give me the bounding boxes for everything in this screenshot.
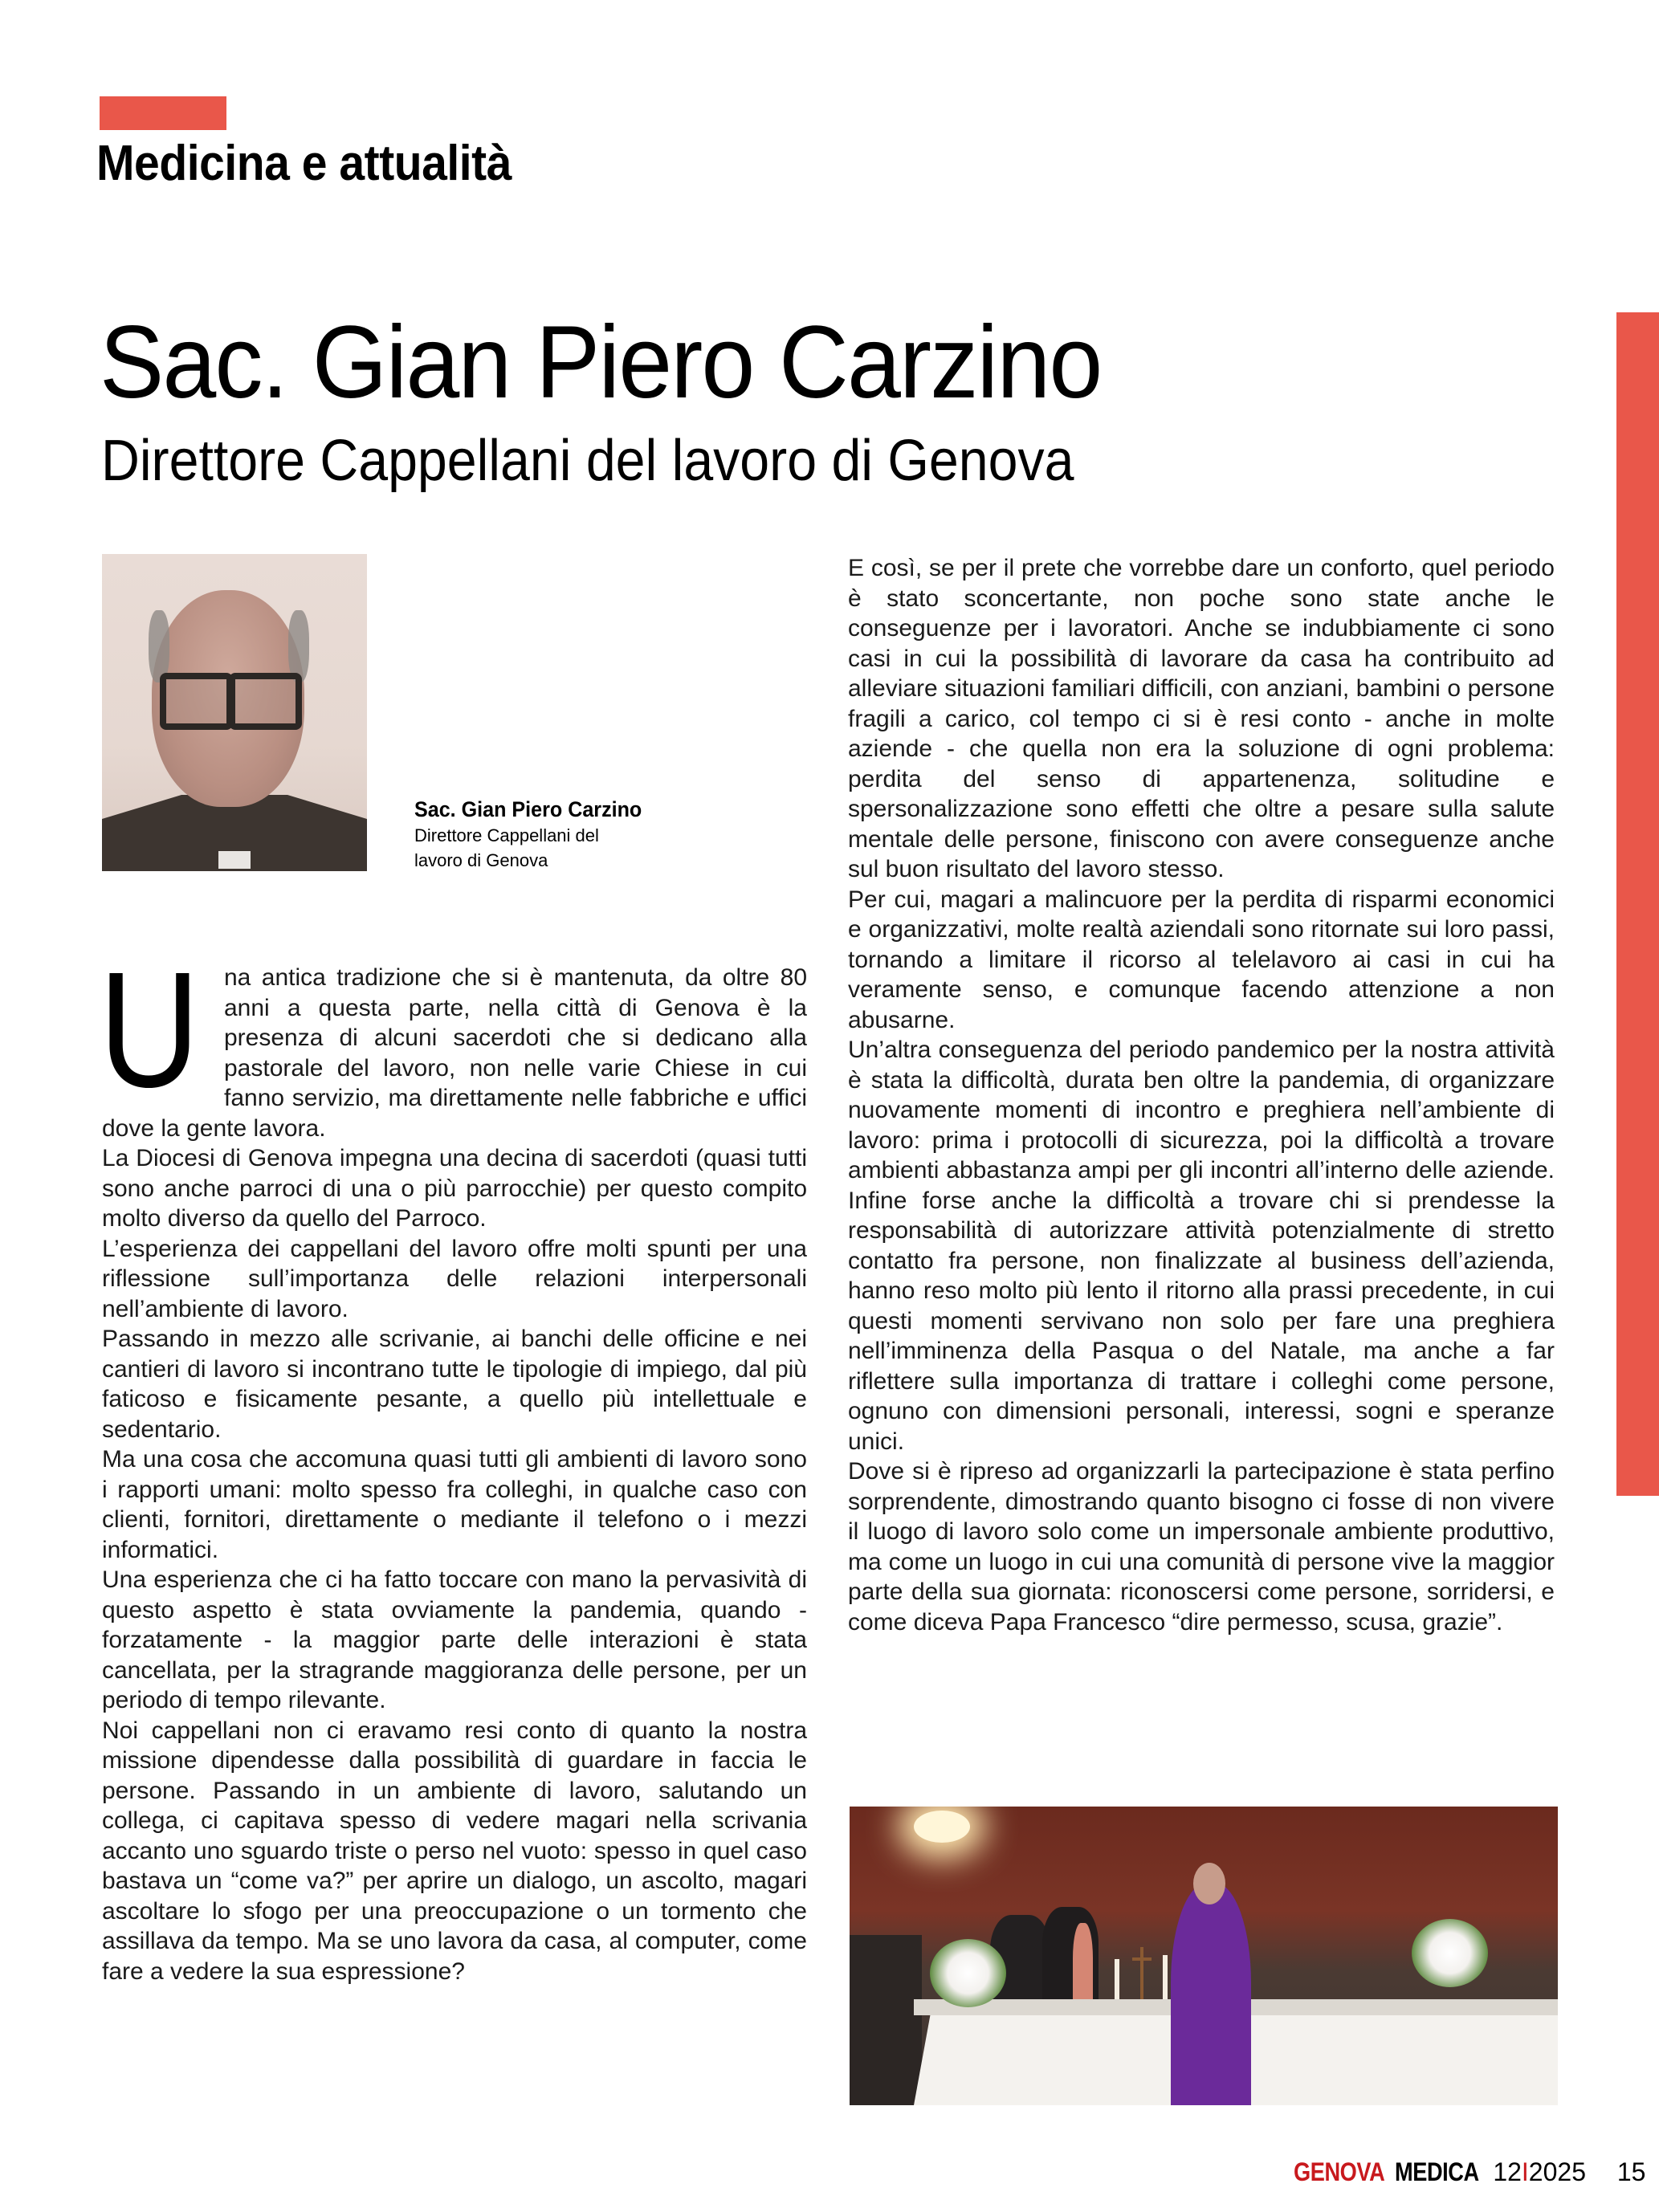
caption-role-line-2: lavoro di Genova (414, 850, 548, 870)
article-column-right (848, 553, 1555, 1637)
paragraph: Una esperienza che ci ha fatto toccare con mano la pervasività di questo aspetto è stata ovviamente la pandemia, quando - forzatamente - la maggior parte delle interazioni è stata cancellata, per la stragrande maggioranza delle persone, per un periodo di tempo rilevante. (102, 1566, 807, 1713)
paragraph: La Diocesi di Genova impegna una decina di sacerdoti (quasi tutti sono anche parroci di una o più parrocchie) per questo compito molto diverso da quello del Parroco. (102, 1145, 807, 1232)
portrait-clerical-collar (218, 851, 251, 869)
section-accent-bar (100, 96, 226, 130)
photo-crucifix-bar (1132, 1957, 1152, 1961)
paragraph: Dove si è ripreso ad organizzarli la partecipazione è stata perfino sorprendente, dimostrando quanto bisogno ci fosse di non vivere il luogo di lavoro solo come un impersonale ambiente produttivo, ma come un luogo in cui una comunità di persone vive la maggior parte della sua giornata: riconoscersi come persone, sorridersi, e come diceva Papa Francesco “dire permesso, scusa, grazie”. (848, 1458, 1555, 1636)
article-column-left (99, 938, 807, 1986)
photo-flowers (1412, 1919, 1488, 1987)
issue-year: 2025 (1528, 2157, 1586, 2186)
photo-candle (1163, 1955, 1168, 2003)
paragraph: E così, se per il prete che vorrebbe dare un conforto, quel periodo è stato sconcertante, non poche sono state anche le conseguenze per i lavoratori. Anche se indubbiamente ci sono casi in cui la possibilità di lavorare da casa ha contribuito ad alleviare situazioni familiari difficili, con anziani, bambini o persone fragili a carico, col tempo ci si è resi conto - anche in molte aziende - che quella non era la soluzione di ogni problema: perdita del senso di appartenenza, solitudine e spersonalizzazione sono effetti che oltre a pesare sulla salute mentale delle persone, finiscono con avere conseguenze anche sul buon risultato del lavoro stesso. (848, 555, 1555, 882)
photo-flowers (930, 1939, 1006, 2007)
portrait-hair-right (288, 610, 309, 682)
portrait-glasses-left-lens (160, 673, 233, 730)
issue-separator: I (1521, 2157, 1529, 2186)
photo-statue (1073, 1923, 1093, 2011)
article-title: Sac. Gian Piero Carzino (100, 305, 1102, 420)
photo-priest-head (1193, 1863, 1225, 1904)
portrait-photo (102, 554, 367, 871)
paragraph: Per cui, magari a malincuore per la perdita di risparmi economici e organizzativi, molte realtà aziendali sono ritornate sui loro passi, tornando a limitare il ricorso al telelavoro ai casi in cui ha veramente senso, e comunque facendo attenzione a non abusarne. (848, 886, 1555, 1033)
paragraph: L’esperienza dei cappellani del lavoro offre molti spunti per una riflessione sull’importanza delle relazioni interpersonali nell’ambiente di lavoro. (102, 1235, 807, 1322)
portrait-hair-left (149, 610, 169, 682)
article-subtitle: Direttore Cappellani del lavoro di Genova (101, 429, 1074, 493)
footer-issue-date (1493, 2157, 1586, 2187)
caption-name: Sac. Gian Piero Carzino (414, 797, 642, 821)
footer-brand-genova: GENOVA (1294, 2157, 1385, 2186)
paragraph: Un’altra conseguenza del periodo pandemico per la nostra attività è stata la difficoltà, durata ben oltre la pandemia, di organizzare nuovamente momenti di incontro e preghiera nell’ambiente di lavoro: prima i protocolli di sicurezza, poi la difficoltà a trovare ambienti abbastanza ampi per gli incontri all’interno delle aziende. Infine forse anche la difficoltà a trovare chi si prendesse la responsabilità di autorizzare attività potenzialmente di stretto contatto fra persone, non finalizzate al business dell’azienda, hanno reso molto più lento il ritorno alla prassi precedente, in cui questi momenti servivano non solo per fare una preghiera nell’imminenza della Pasqua o del Natale, ma anche a far riflettere sulla importanza di trattare i colleghi come persone, ognuno con dimensioni personali, interessi, sogni e speranze unici. (848, 1037, 1555, 1455)
paragraph: Noi cappellani non ci eravamo resi conto di quanto la nostra missione dipendesse dalla possibilità di guardare in faccia le persone. Passando in un ambiente di lavoro, salutando un collega, ci capitava spesso di vedere magari nella scrivania accanto uno sguardo triste o perso nel vuoto: spesso in quel caso bastava un “come va?” per aprire un dialogo, un ascolto, magari ascoltare lo sfogo per una preoccupazione o un tormento che assillava da tempo. Ma se uno lavora da casa, al computer, come fare a vedere la sua espressione? (102, 1717, 807, 1985)
photo-candle (1115, 1959, 1119, 2003)
photo-crucifix (1140, 1947, 1143, 2003)
paragraph: Passando in mezzo alle scrivanie, ai banchi delle officine e nei cantieri di lavoro si incontrano tutte le tipologie di impiego, dal più faticoso e fisicamente pesante, a quello più intellettuale e sedentario. (102, 1326, 807, 1443)
footer-brand-medica: MEDICA (1395, 2157, 1479, 2186)
paragraph: na antica tradizione che si è mantenuta, da oltre 80 anni a questa parte, nella città di Genova è la presenza di alcuni sacerdoti che si dedicano alla pastorale del lavoro, non nelle varie Chiese in cui fanno servizio, ma direttamente nelle fabbriche e uffici dove la gente lavora. (102, 964, 807, 1142)
portrait-caption (414, 797, 659, 872)
caption-role-line-1: Direttore Cappellani del (414, 825, 599, 845)
photo-crowd (850, 1935, 922, 2105)
section-title: Medicina e attualità (96, 136, 512, 191)
photo-ceiling-light (914, 1811, 970, 1843)
portrait-glasses-right-lens (229, 673, 302, 730)
drop-cap: U (99, 938, 200, 1122)
page-edge-accent-bar (1616, 312, 1659, 1496)
photo-priest-vestment (1171, 1883, 1251, 2105)
page-footer (1294, 2157, 1645, 2187)
issue-month: 12 (1493, 2157, 1522, 2186)
paragraph: Ma una cosa che accomuna quasi tutti gli ambienti di lavoro sono i rapporti umani: molto spesso fra colleghi, in qualche caso con clienti, fornitori, direttamente o mediante il telefono o i mezzi informatici. (102, 1446, 807, 1563)
page-number: 15 (1616, 2157, 1646, 2186)
altar-event-photo (850, 1807, 1558, 2105)
